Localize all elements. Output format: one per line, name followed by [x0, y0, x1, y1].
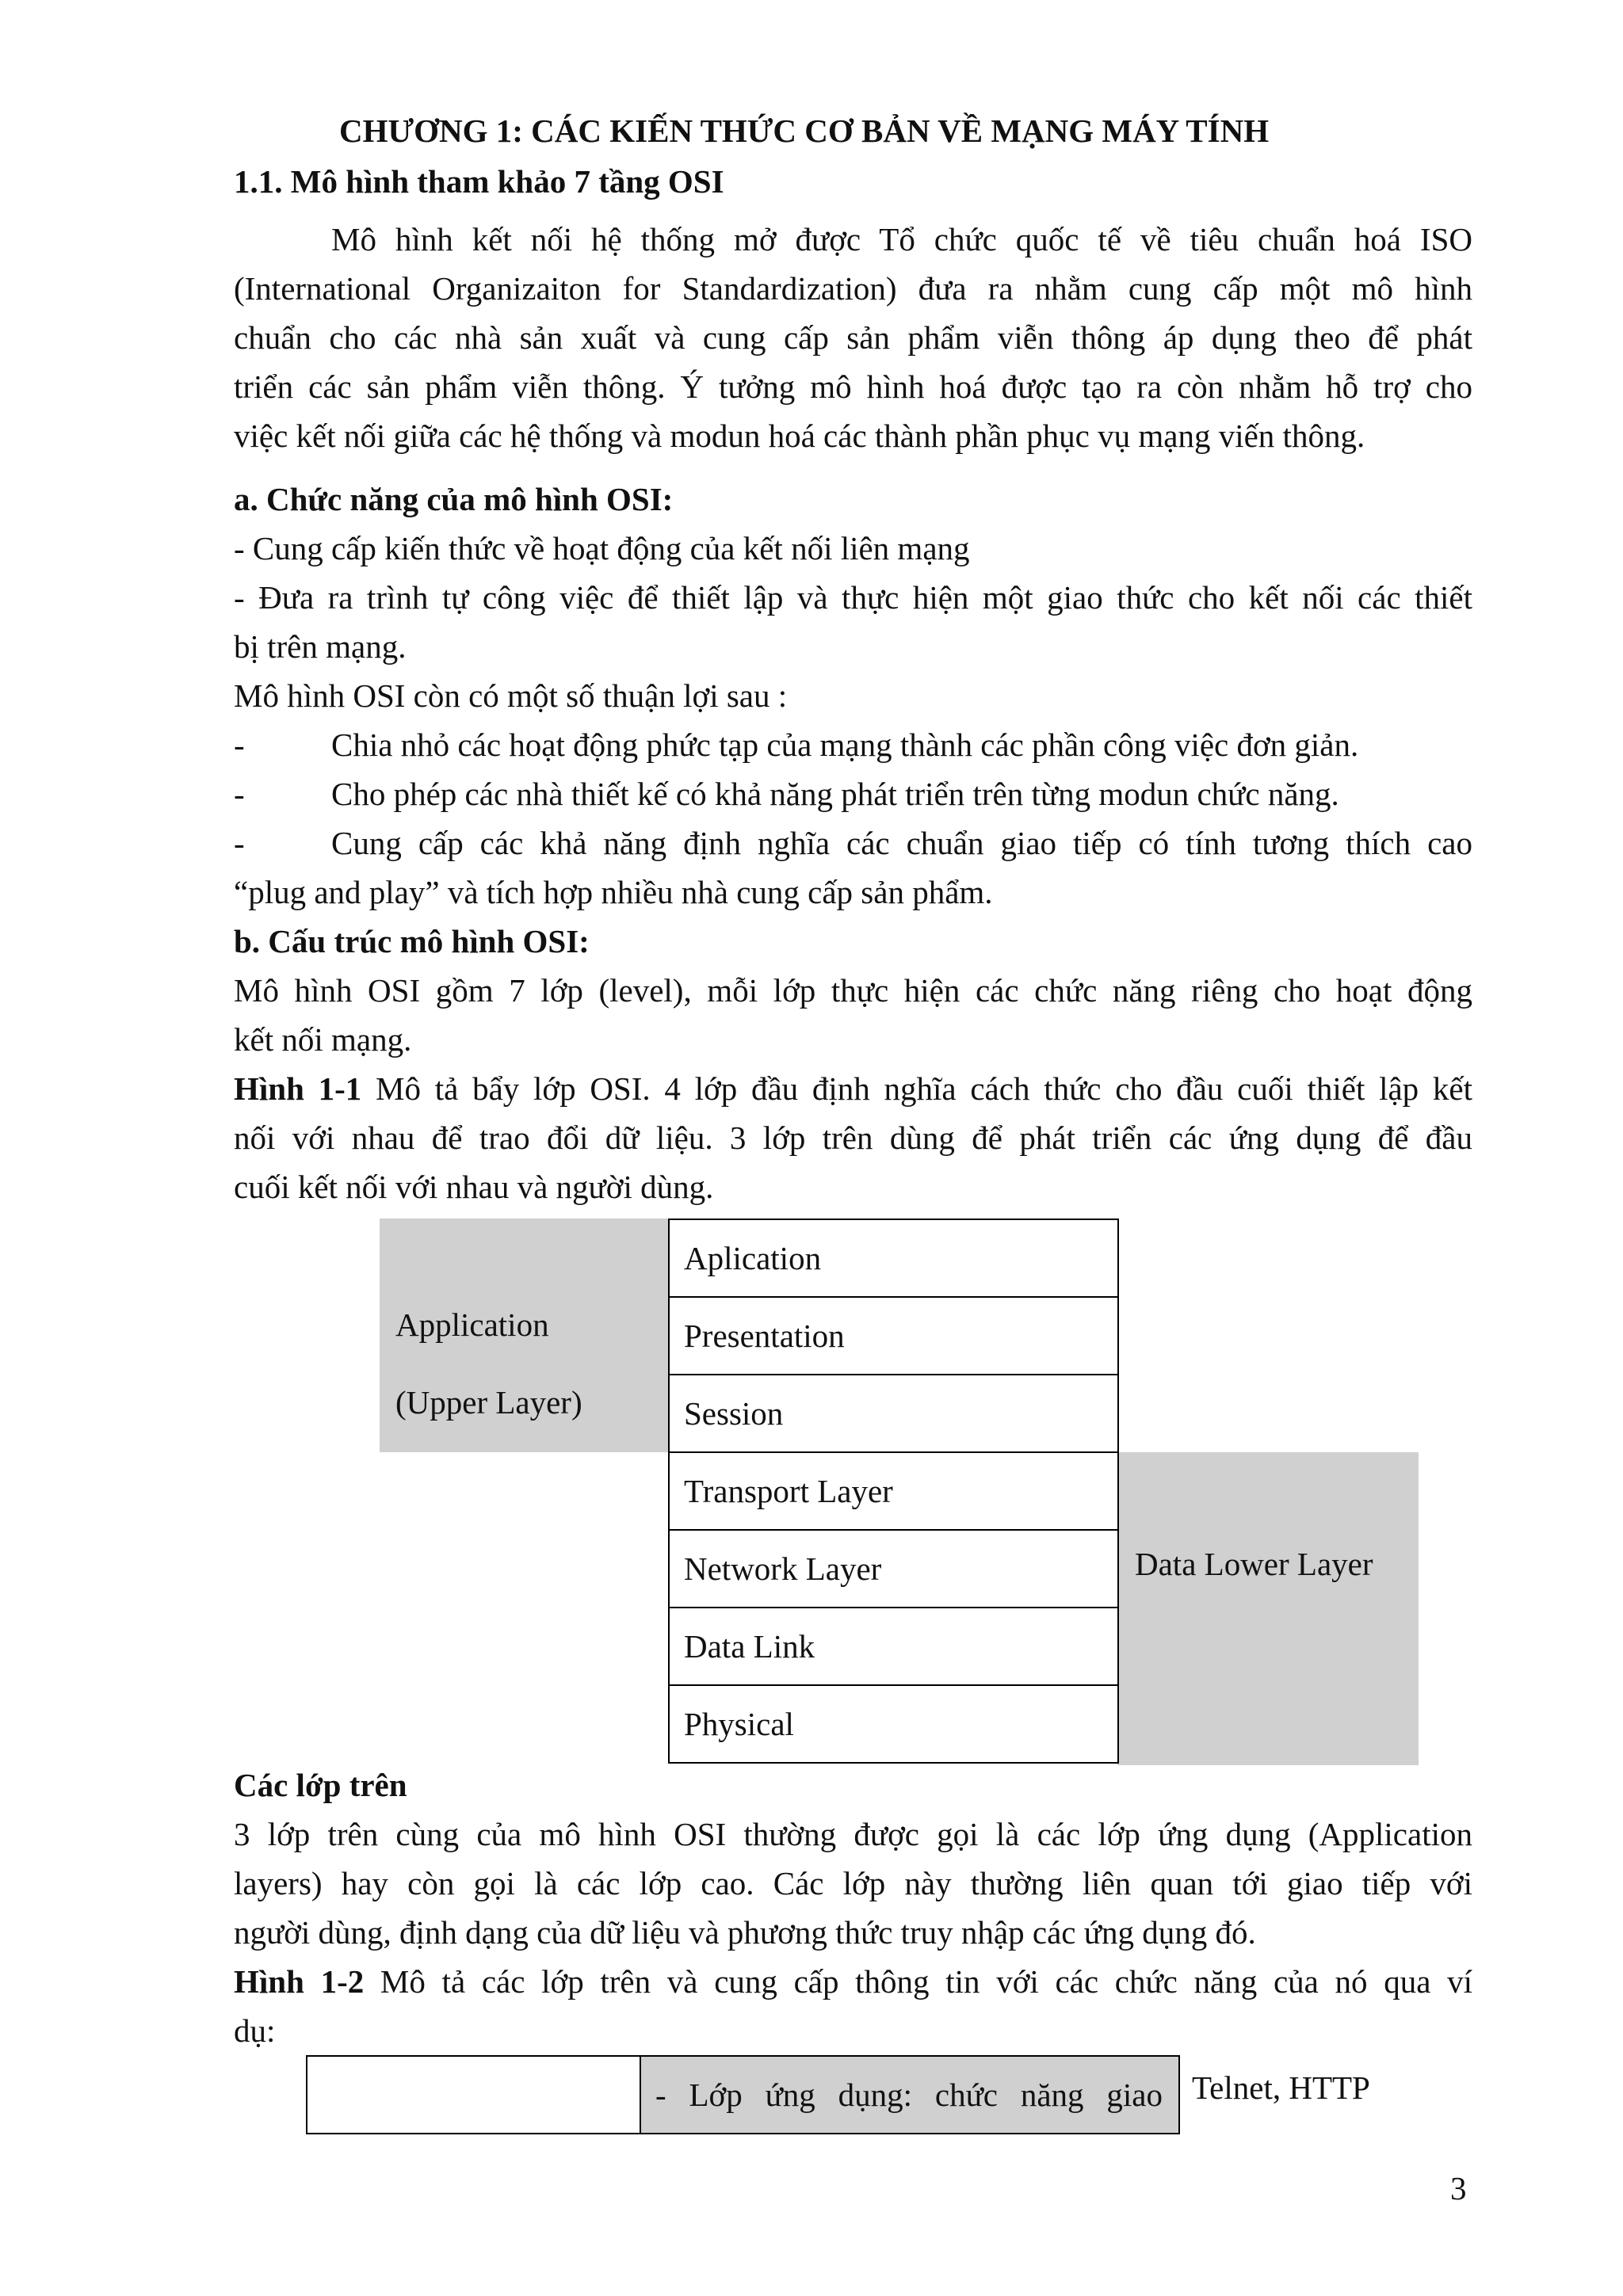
heading-b: b. Cấu trúc mô hình OSI: — [234, 923, 590, 959]
figure-caption-line — [234, 1064, 1472, 1113]
figure-caption-line: cuối kết nối với nhau và người dùng. — [234, 1169, 714, 1205]
bullet-text-cont: “plug and play” và tích hợp nhiều nhà cung cấp sản phẩm. — [234, 874, 993, 910]
paragraph-line: 3 lớp trên cùng của mô hình OSI thường được gọi là các lớp ứng dụng (Application — [234, 1816, 1472, 1852]
heading-a: a. Chức năng của mô hình OSI: — [234, 481, 674, 517]
paragraph-line: bị trên mạng. — [234, 628, 407, 665]
chapter-title: CHƯƠNG 1: CÁC KIẾN THỨC CƠ BẢN VỀ MẠNG MÁY TÍNH — [339, 113, 1270, 149]
upper-layers-heading: Các lớp trên — [234, 1767, 407, 1803]
osi-layer-label: Data Link — [684, 1627, 815, 1665]
paragraph-line: Mô hình OSI gồm 7 lớp (level), mỗi lớp thực hiện các chức năng riêng cho hoạt động — [234, 972, 1472, 1009]
figure-label: Hình 1-2 — [234, 1963, 365, 2000]
osi-layer-box — [668, 1684, 1119, 1764]
osi-layer-label: Session — [684, 1394, 784, 1432]
upper-layer-label: (Upper Layer) — [395, 1384, 582, 1421]
paragraph-line: việc kết nối giữa các hệ thống và modun hoá các thành phần phục vụ mạng viến thông. — [234, 418, 1365, 454]
paragraph-line: người dùng, định dạng của dữ liệu và phương thức truy nhập các ứng dụng đó. — [234, 1914, 1256, 1951]
osi-layer-label: Physical — [684, 1705, 794, 1742]
table-cell-text: - Lớp ứng dụng: chức năng giao — [655, 2077, 1163, 2113]
paragraph-line: kết nối mạng. — [234, 1021, 412, 1058]
lower-layer-block — [1117, 1452, 1419, 1765]
table-cell-layer — [640, 2055, 1180, 2134]
page-number: 3 — [1450, 2170, 1467, 2206]
paragraph-line: - Cung cấp kiến thức về hoạt động của kết nối liên mạng — [234, 530, 970, 566]
osi-layer-box — [668, 1529, 1119, 1608]
osi-layer-box — [668, 1451, 1119, 1531]
paragraph-line: (International Organizaiton for Standardization) đưa ra nhằm cung cấp một mô hình — [234, 270, 1472, 307]
paragraph-line: layers) hay còn gọi là các lớp cao. Các lớp này thường liên quan tới giao tiếp với — [234, 1865, 1472, 1901]
bullet-dash: - — [234, 727, 245, 763]
bullet-text: Cung cấp các khả năng định nghĩa các chuẩn giao tiếp có tính tương thích cao — [331, 825, 1472, 861]
bullet-text: Cho phép các nhà thiết kế có khả năng phát triển trên từng modun chức năng. — [331, 776, 1339, 812]
lower-layer-label: Data Lower Layer — [1135, 1546, 1373, 1582]
paragraph-line: Mô hình OSI còn có một số thuận lợi sau : — [234, 677, 788, 714]
bullet-text: Chia nhỏ các hoạt động phức tạp của mạng thành các phần công việc đơn giản. — [331, 727, 1359, 763]
bullet-dash: - — [234, 825, 245, 861]
osi-layer-label: Network Layer — [684, 1550, 882, 1587]
figure-caption-text: Mô tả bẩy lớp OSI. 4 lớp đầu định nghĩa cách thức cho đầu cuối thiết lập kết — [361, 1070, 1472, 1107]
table-example: Telnet, HTTP — [1192, 2069, 1370, 2106]
paragraph-line: Mô hình kết nối hệ thống mở được Tổ chức quốc tế về tiêu chuẩn hoá ISO — [331, 221, 1472, 257]
osi-layer-box — [668, 1296, 1119, 1375]
osi-layer-box — [668, 1374, 1119, 1453]
osi-layer-box — [668, 1219, 1119, 1298]
paragraph-line: chuẩn cho các nhà sản xuất và cung cấp sản phẩm viễn thông áp dụng theo để phát — [234, 319, 1472, 356]
figure-caption-text: Mô tả các lớp trên và cung cấp thông tin với các chức năng của nó qua ví — [364, 1963, 1472, 2000]
paragraph-line: triển các sản phẩm viễn thông. Ý tưởng mô hình hoá được tạo ra còn nhằm hỗ trợ cho — [234, 368, 1472, 405]
osi-layer-label: Aplication — [684, 1239, 822, 1276]
osi-layer-label: Presentation — [684, 1317, 845, 1354]
figure-label: Hình 1-1 — [234, 1070, 362, 1107]
figure-caption-line — [234, 1957, 1472, 2006]
figure-caption-line: nối với nhau để trao đổi dữ liệu. 3 lớp trên dùng để phát triển các ứng dụng để đầu — [234, 1119, 1472, 1156]
osi-layer-box — [668, 1607, 1119, 1686]
osi-layer-label: Transport Layer — [684, 1472, 893, 1509]
table-cell-empty — [306, 2055, 641, 2134]
figure-caption-line: dụ: — [234, 2012, 276, 2049]
section-heading: 1.1. Mô hình tham khảo 7 tầng OSI — [234, 163, 724, 200]
upper-layer-label: Application — [395, 1306, 549, 1343]
bullet-dash: - — [234, 776, 245, 812]
paragraph-line: - Đưa ra trình tự công việc để thiết lập và thực hiện một giao thức cho kết nối các thiết — [234, 579, 1472, 616]
